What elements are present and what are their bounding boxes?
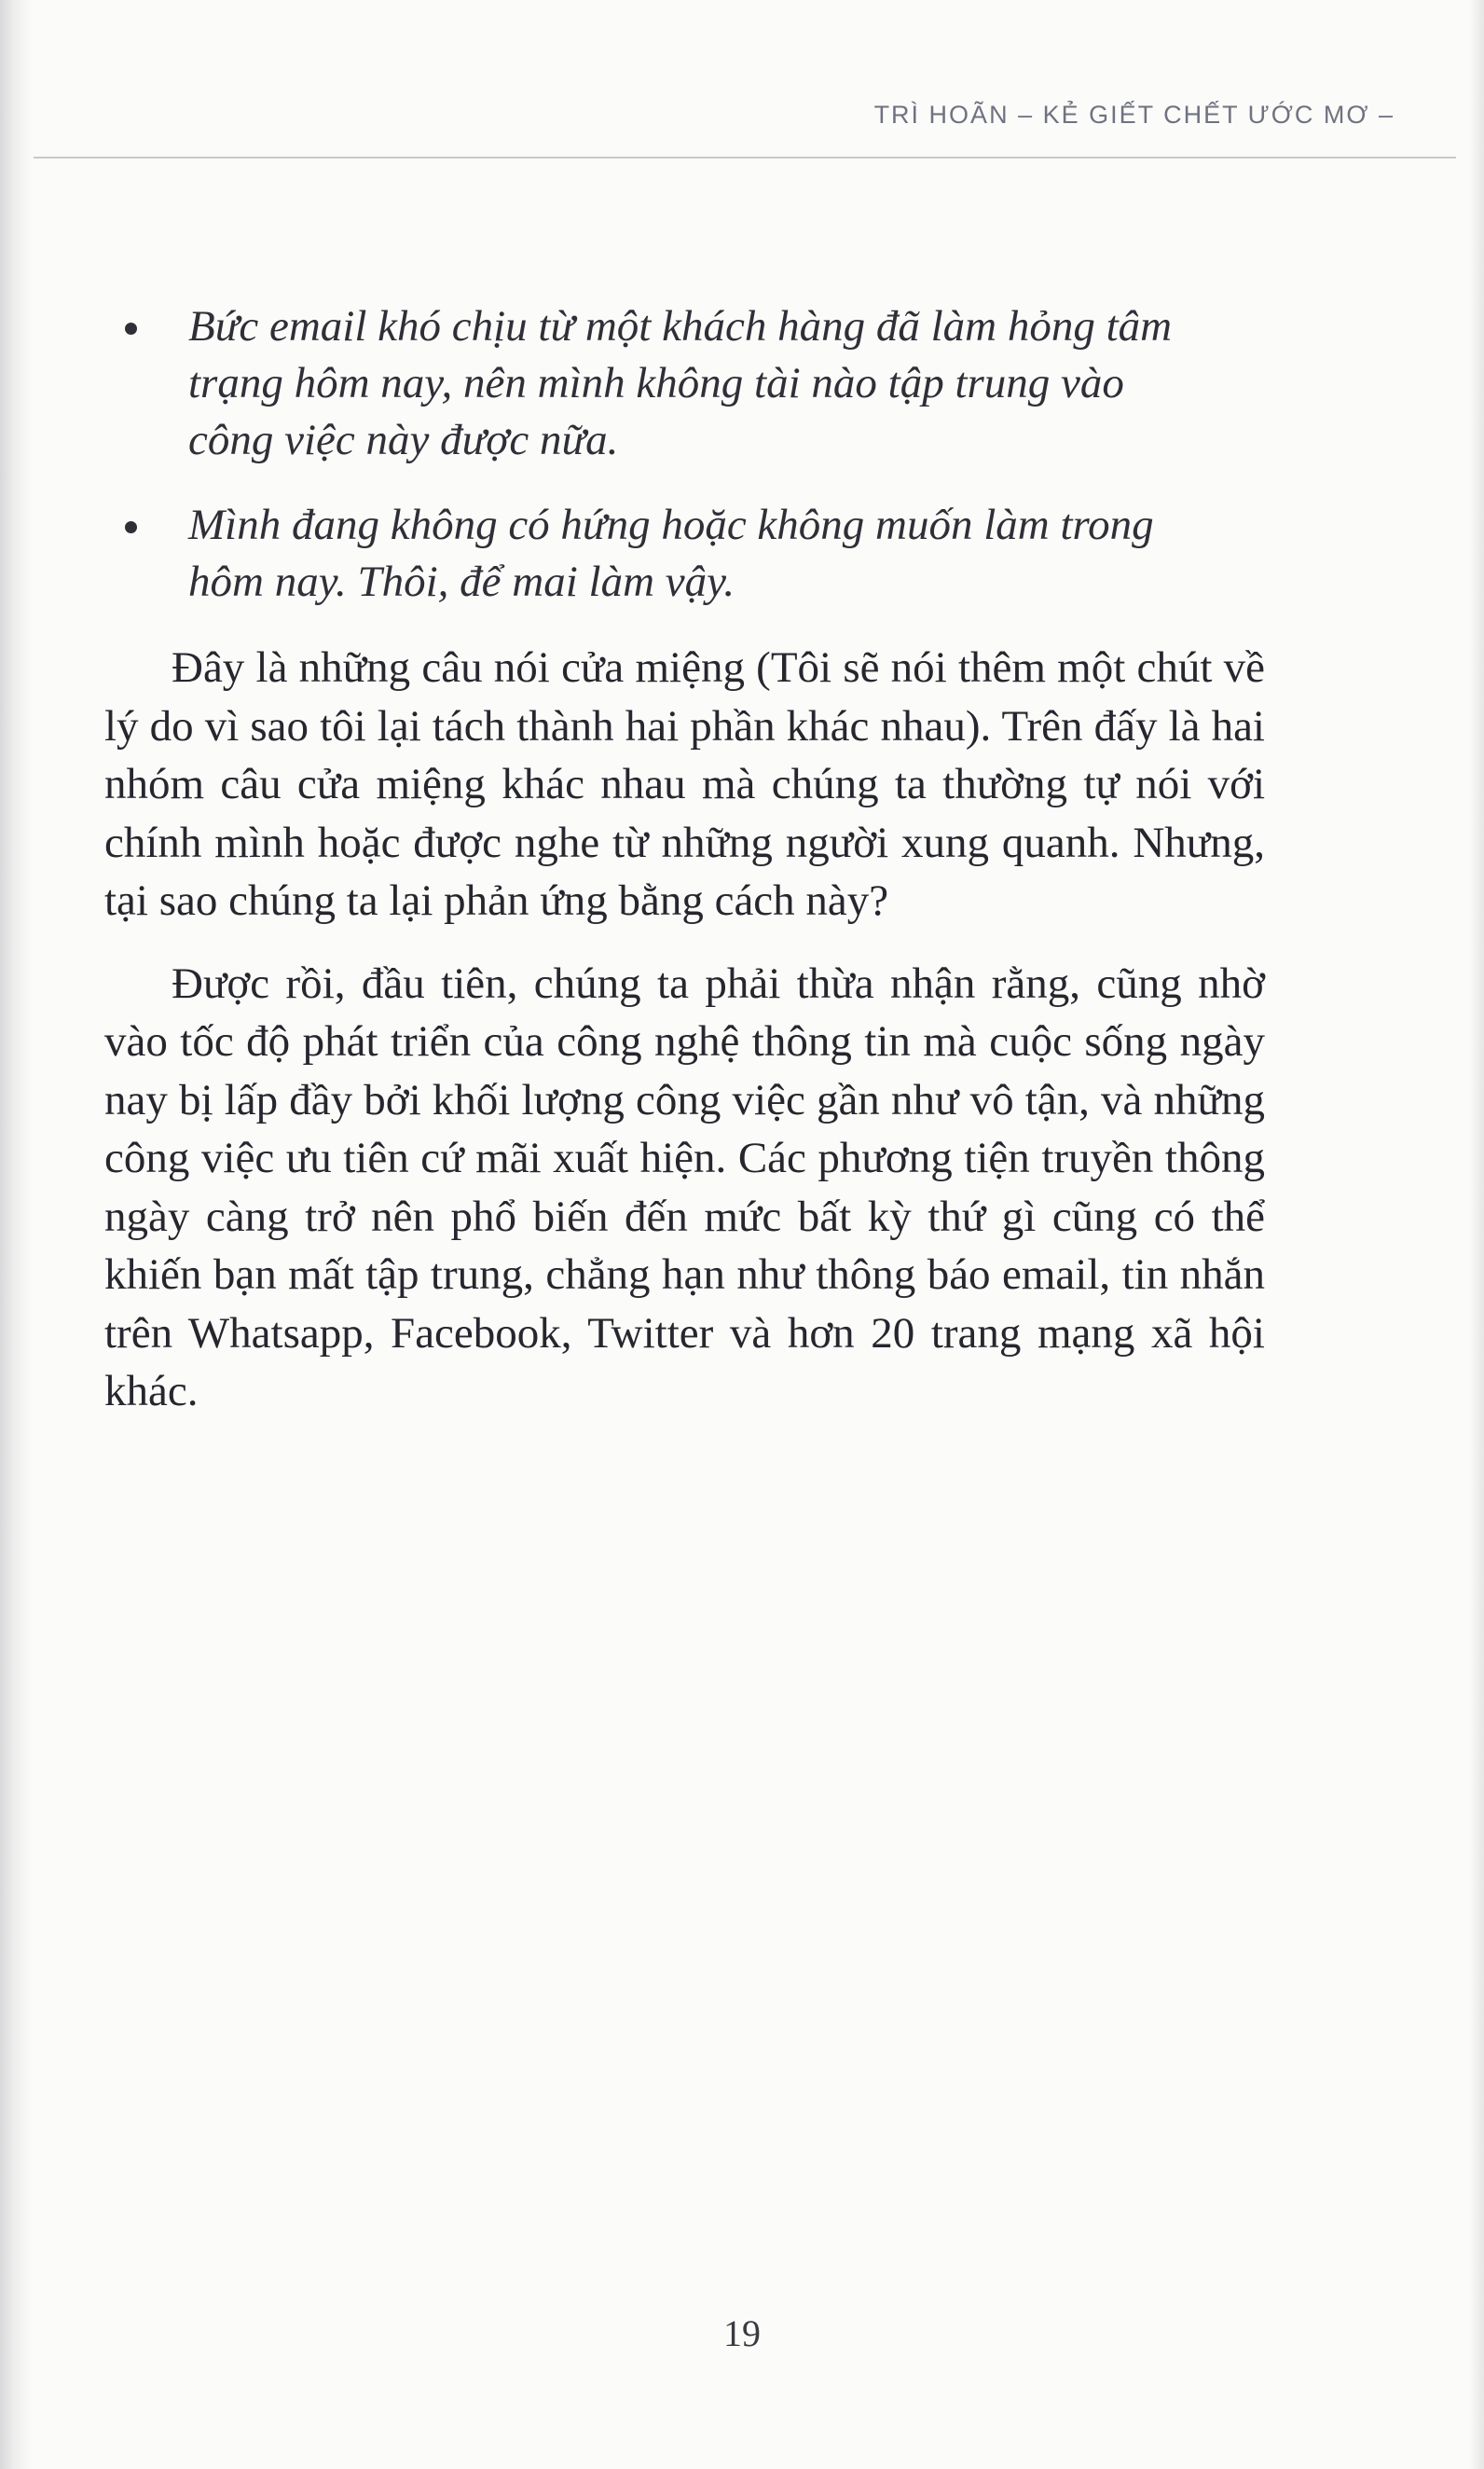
list-item [104, 298, 1204, 469]
page-content [104, 298, 1316, 1427]
running-head: TRÌ HOÃN – KẺ GIẾT CHẾT ƯỚC MƠ – [873, 101, 1395, 129]
quote-bullet-list [104, 298, 1316, 611]
body-paragraph-1: Đây là những câu nói cửa miệng (Tôi sẽ nói thêm một chút về lý do vì sao tôi lại tách thành hai phần khác nhau). Trên đấy là hai nhóm câu cửa miệng khác nhau mà chúng ta thường tự nói với chính mình hoặc được nghe từ những người xung quanh. Nhưng, tại sao chúng ta lại phản ứng bằng cách này? [104, 643, 1265, 926]
list-item [104, 497, 1204, 611]
body-paragraph-2: Được rồi, đầu tiên, chúng ta phải thừa nhận rằng, cũng nhờ vào tốc độ phát triển của công nghệ thông tin mà cuộc sống ngày nay bị lấp đầy bởi khối lượng công việc gần như vô tận, và những công việc ưu tiên cứ mãi xuất hiện. Các phương tiện truyền thông ngày càng trở nên phổ biến đến mức bất kỳ thứ gì cũng có thể khiến bạn mất tập trung, chẳng hạn như thông báo email, tin nhắn trên Whatsapp, Facebook, Twitter và hơn 20 trang mạng xã hội khác. [104, 959, 1265, 1416]
bullet-dot-icon [125, 521, 137, 533]
bullet-dot-icon [125, 323, 137, 335]
list-item-text: Mình đang không có hứng hoặc không muốn làm trong hôm nay. Thôi, để mai làm vậy. [188, 501, 1154, 607]
list-item-text: Bức email khó chịu từ một khách hàng đã làm hỏng tâm trạng hôm nay, nên mình không tài nào tập trung vào công việc này được nữa. [188, 302, 1173, 465]
page-number: 19 [723, 2312, 761, 2354]
header-rule [34, 157, 1456, 159]
